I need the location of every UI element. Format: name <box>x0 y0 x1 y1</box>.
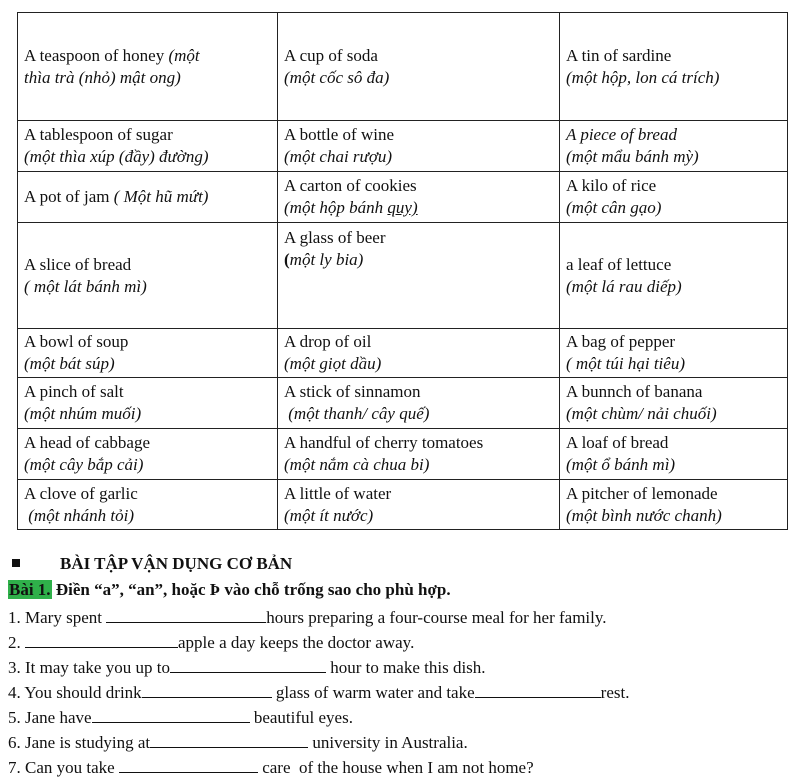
cell-vietnamese: (một ít nước) <box>284 505 374 525</box>
section-heading <box>8 553 292 575</box>
cell-vietnamese: (một thanh/ cây quế) <box>284 404 430 423</box>
table-row <box>18 13 788 121</box>
table-cell <box>560 480 788 530</box>
table-cell <box>18 480 278 530</box>
table-row <box>18 223 788 329</box>
cell-vietnamese: (một nhúm muối) <box>24 404 142 423</box>
table-cell <box>18 13 278 121</box>
cell-vietnamese: (một ổ bánh mì) <box>566 455 676 474</box>
section-title-text: BÀI TẬP VẬN DỤNG CƠ BẢN <box>60 554 293 573</box>
answer-blank[interactable] <box>150 732 308 748</box>
cell-vietnamese: (một mẩu bánh mỳ) <box>566 147 699 166</box>
vocabulary-table <box>17 12 788 530</box>
cell-english: A piece of bread <box>566 125 677 144</box>
cell-english: A drop of oil <box>284 332 372 351</box>
table-cell <box>560 329 788 378</box>
table-cell <box>278 378 560 429</box>
question-item: 3. It may take you up to hour to make this dish. <box>8 658 486 677</box>
question-item: 5. Jane have beautiful eyes. <box>8 708 353 727</box>
table-row <box>18 121 788 172</box>
table-cell <box>18 378 278 429</box>
cell-english: A bottle of wine <box>284 125 395 144</box>
answer-blank[interactable] <box>92 707 250 723</box>
table-row <box>18 480 788 530</box>
cell-vietnamese: (một giọt dầu) <box>284 354 382 373</box>
table-cell <box>278 121 560 172</box>
cell-english: A glass of beer <box>284 228 386 247</box>
cell-english: A pinch of salt <box>24 382 124 401</box>
answer-blank[interactable] <box>170 657 326 673</box>
exercise-heading <box>8 579 451 601</box>
table-cell <box>18 223 278 329</box>
cell-vietnamese: (một chai rượu) <box>284 147 393 166</box>
cell-vietnamese: (một thìa xúp (đầy) đường) <box>24 147 209 166</box>
table-cell <box>18 429 278 480</box>
table-cell <box>560 223 788 329</box>
cell-english: A bunnch of banana <box>566 382 703 401</box>
answer-blank[interactable] <box>25 632 178 648</box>
cell-english: A little of water <box>284 483 392 503</box>
table-cell <box>278 429 560 480</box>
cell-english: A carton of cookies <box>284 176 417 195</box>
cell-vietnamese: ( một lát bánh mì) <box>24 276 147 296</box>
exercise-tag: Bài 1. <box>9 580 51 599</box>
table-row <box>18 172 788 223</box>
table-row <box>18 429 788 480</box>
cell-vietnamese: (một bát súp) <box>24 354 115 373</box>
cell-vietnamese: (một hộp bánh quy) <box>284 198 418 217</box>
cell-english: A kilo of rice <box>566 176 657 195</box>
table-cell <box>18 121 278 172</box>
table-cell <box>278 329 560 378</box>
cell-english: A bowl of soup <box>24 332 129 351</box>
cell-english: A loaf of bread <box>566 433 669 452</box>
answer-blank[interactable] <box>142 682 272 698</box>
cell-vietnamese: (một ly bia) <box>284 250 364 269</box>
cell-vietnamese: (một nhánh tỏi) <box>24 505 135 525</box>
cell-vietnamese: (một cây bắp cải) <box>24 455 144 474</box>
table-cell <box>560 13 788 121</box>
table-row <box>18 378 788 429</box>
cell-english: A tin of sardine <box>566 45 672 65</box>
table-cell <box>278 480 560 530</box>
cell-english: A cup of soda <box>284 45 378 65</box>
table-cell <box>278 223 560 329</box>
cell-vietnamese: ( một túi hại tiêu) <box>566 354 685 373</box>
cell-english: A teaspoon of honey (một <box>24 45 200 65</box>
cell-vietnamese: (một lá rau diếp) <box>566 276 682 296</box>
table-cell <box>560 429 788 480</box>
cell-vietnamese: (một chùm/ nải chuối) <box>566 404 717 423</box>
cell-english: a leaf of lettuce <box>566 254 672 274</box>
cell-english: A handful of cherry tomatoes <box>284 433 484 452</box>
cell-vietnamese: (một bình nước chanh) <box>566 505 722 525</box>
cell-english: A stick of sinnamon <box>284 382 421 401</box>
cell-english: A tablespoon of sugar <box>24 125 173 144</box>
answer-blank[interactable] <box>475 682 601 698</box>
cell-vietnamese: (một nắm cà chua bi) <box>284 455 430 474</box>
table-cell <box>560 121 788 172</box>
cell-vietnamese: (một hộp, lon cá trích) <box>566 67 720 87</box>
square-bullet-icon <box>12 559 20 567</box>
cell-english: A pot of jam ( Một hũ mứt) <box>24 187 209 206</box>
question-item: 4. You should drink glass of warm water and take rest. <box>8 683 630 702</box>
cell-english: A bag of pepper <box>566 332 676 351</box>
cell-vietnamese: (một cân gạo) <box>566 198 662 217</box>
answer-blank[interactable] <box>119 757 258 773</box>
cell-english: A slice of bread <box>24 254 132 274</box>
cell-vietnamese: thìa trà (nhỏ) mật ong) <box>24 67 181 87</box>
table-cell <box>18 172 278 223</box>
table-cell <box>18 329 278 378</box>
cell-english: A pitcher of lemonade <box>566 483 718 503</box>
cell-english: A clove of garlic <box>24 483 138 503</box>
cell-english: A head of cabbage <box>24 433 151 452</box>
table-cell <box>278 172 560 223</box>
question-item: 7. Can you take care of the house when I am not home? <box>8 758 534 777</box>
question-item: 2. apple a day keeps the doctor away. <box>8 633 415 652</box>
question-list <box>8 605 629 780</box>
question-item: 6. Jane is studying at university in Australia. <box>8 733 468 752</box>
table-cell <box>560 172 788 223</box>
question-item: 1. Mary spent hours preparing a four-course meal for her family. <box>8 608 607 627</box>
cell-vietnamese: (một cốc sô đa) <box>284 67 390 87</box>
table-cell <box>278 13 560 121</box>
table-cell <box>560 378 788 429</box>
exercise-instruction: Điền “a”, “an”, hoặc Þ vào chỗ trống sao cho phù hợp. <box>51 580 451 599</box>
table-row <box>18 329 788 378</box>
answer-blank[interactable] <box>106 607 266 623</box>
